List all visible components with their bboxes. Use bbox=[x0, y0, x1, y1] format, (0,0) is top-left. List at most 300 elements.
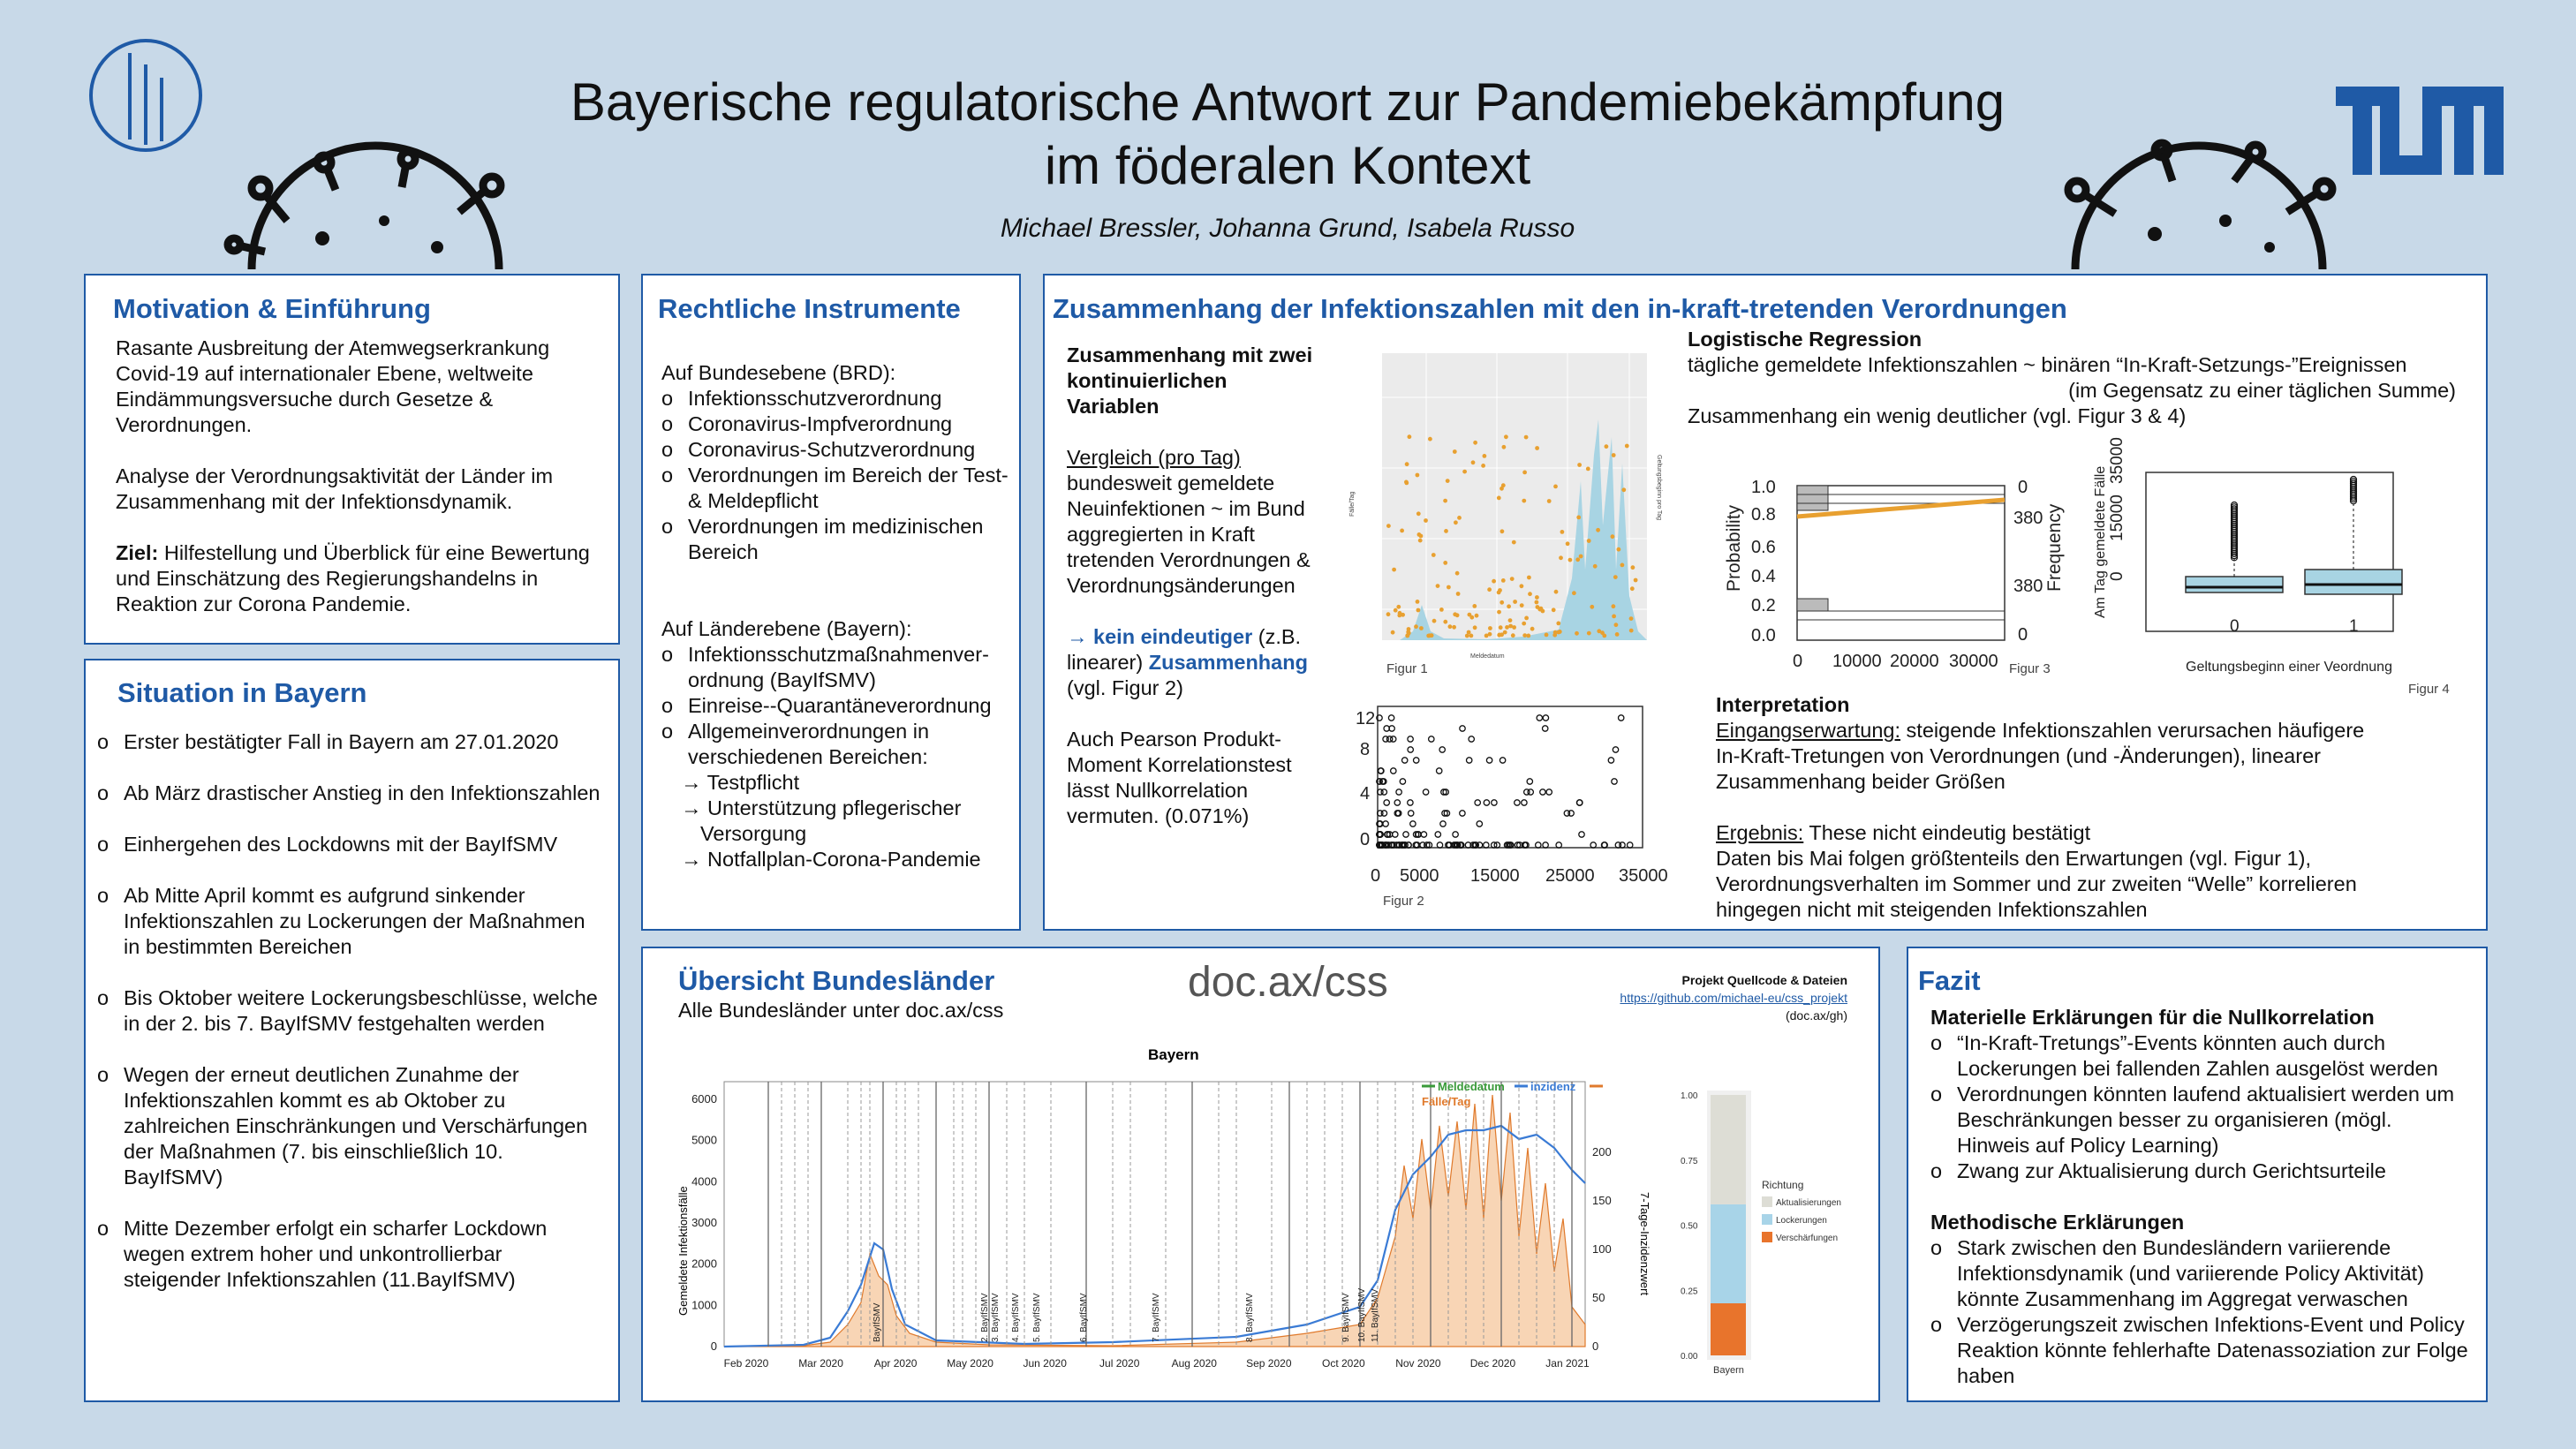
fig2-point bbox=[1400, 779, 1405, 784]
y-tick-label: 1000 bbox=[691, 1298, 717, 1312]
svg-text:0: 0 bbox=[1360, 830, 1371, 849]
fig1-point bbox=[1634, 578, 1638, 583]
fig1-point bbox=[1444, 529, 1448, 533]
fig2-point bbox=[1492, 800, 1497, 805]
fig2-point bbox=[1381, 811, 1386, 816]
svg-text:15000: 15000 bbox=[2108, 494, 2127, 541]
fig4-ylabel: Am Tag gemeldete Fälle bbox=[2093, 465, 2108, 618]
fig1-point bbox=[1469, 634, 1474, 638]
fig1-point bbox=[1436, 584, 1440, 588]
fig2-point bbox=[1410, 821, 1416, 826]
virus-icon-top-right bbox=[2137, 146, 2146, 155]
vgl2-text: (vgl. Figur 2) bbox=[1067, 676, 1183, 699]
fig1-point bbox=[1530, 627, 1535, 631]
svg-text:1: 1 bbox=[2349, 617, 2359, 636]
fig1-point bbox=[1590, 605, 1594, 609]
figure-2-chart bbox=[1325, 702, 1668, 914]
y2-tick-label: 150 bbox=[1592, 1194, 1612, 1207]
fig1-point bbox=[1593, 564, 1598, 569]
fig2-point bbox=[1435, 832, 1440, 837]
fig2-point bbox=[1453, 832, 1458, 837]
fig1-point bbox=[1419, 534, 1424, 539]
x-tick-label: Jan 2021 bbox=[1545, 1357, 1590, 1370]
svg-text:0: 0 bbox=[2018, 625, 2028, 645]
y-tick-label: 0 bbox=[710, 1340, 717, 1353]
fig2-point bbox=[1577, 800, 1583, 805]
fig2-point bbox=[1408, 736, 1413, 742]
title-line-2: im föderalen Kontext bbox=[1044, 136, 1531, 195]
motivation-p1: Rasante Ausbreitung der Atemwegserkrankung Covid-19 auf internationaler Ebene, weltweite Eindämmungsversuche durch Gesetze & Verordnungen. bbox=[116, 336, 550, 436]
fig1-point bbox=[1500, 487, 1504, 491]
vergleich-text: bundesweit gemeldete Neuinfektionen ~ im Bund aggregierten in Kraft tretenden Verordnungen & Verordnungsänderungen bbox=[1067, 472, 1311, 597]
fig2-point bbox=[1421, 832, 1426, 837]
uebersicht-subtitle: Alle Bundesländer unter doc.ax/css bbox=[678, 999, 1004, 1022]
fig2-point bbox=[1403, 832, 1409, 837]
eingang-label: Eingangserwartung: bbox=[1716, 719, 1901, 742]
fig2-point bbox=[1467, 758, 1472, 763]
y2-tick-label: 200 bbox=[1592, 1145, 1612, 1158]
ergebnis-label: Ergebnis: bbox=[1716, 821, 1804, 844]
stack-tick: 0.25 bbox=[1681, 1287, 1698, 1297]
fig2-point bbox=[1393, 832, 1398, 837]
motivation-p2: Analyse der Verordnungsaktivität der Länder im Zusammenhang mit der Infektionsdynamik. bbox=[116, 464, 554, 513]
fig1-point bbox=[1407, 631, 1411, 636]
fig1-point bbox=[1625, 444, 1629, 449]
fig2-point bbox=[1460, 811, 1465, 816]
arrow-glyph: → bbox=[1067, 625, 1088, 648]
x-tick-label: Jul 2020 bbox=[1099, 1357, 1140, 1370]
fig1-point bbox=[1602, 634, 1606, 638]
fig1-point bbox=[1572, 591, 1576, 595]
bund-item: o Verordnungen im medizinischen Bereich bbox=[661, 514, 1010, 565]
fig2-point bbox=[1540, 789, 1545, 795]
pearson-text: Auch Pearson Produkt-Moment Korrelationstest lässt Nullkorrelation vermuten. (0.071%) bbox=[1067, 728, 1292, 827]
fig2-point bbox=[1500, 758, 1505, 763]
bund-item: o Infektionsschutzverordnung bbox=[661, 386, 1010, 411]
fig1-point bbox=[1500, 529, 1505, 533]
fig2-point bbox=[1608, 758, 1613, 763]
fig4-caption: Figur 4 bbox=[2408, 682, 2450, 697]
land-heading: Auf Länderebene (Bayern): bbox=[661, 617, 912, 640]
fig2-point bbox=[1391, 768, 1396, 774]
stack-legend-swatch bbox=[1762, 1214, 1772, 1225]
fig1-point bbox=[1596, 528, 1600, 532]
fig1-point bbox=[1432, 619, 1437, 623]
zusammenhang-title: Zusammenhang der Infektionszahlen mit den in-kraft-tretenden Verordnungen bbox=[1053, 293, 2067, 324]
zb-text: (z.B. linearer) bbox=[1067, 625, 1302, 674]
fig1-point bbox=[1552, 608, 1556, 612]
vline-label: 11. BayIfSMV bbox=[1371, 1288, 1380, 1342]
fig1-point bbox=[1418, 539, 1423, 543]
fig1-point bbox=[1453, 449, 1457, 454]
fig1-point bbox=[1467, 630, 1471, 635]
fig1-point bbox=[1631, 565, 1635, 570]
figure-4-chart bbox=[2089, 437, 2464, 702]
stack-segment-lockerungen bbox=[1711, 1204, 1746, 1303]
fig2-point bbox=[1484, 800, 1489, 805]
ergebnis bbox=[1716, 820, 2369, 846]
fig1-point bbox=[1443, 561, 1447, 565]
bund-heading: Auf Bundesebene (BRD): bbox=[661, 361, 896, 384]
bund-item: o Coronavirus-Impfverordnung bbox=[661, 411, 1010, 437]
svg-text:4: 4 bbox=[1360, 784, 1371, 804]
svg-text:20000: 20000 bbox=[1890, 652, 1939, 671]
stack-tick: 0.50 bbox=[1681, 1221, 1698, 1232]
bayern-ylabel: Gemeldete Infektionsfälle bbox=[676, 1186, 690, 1316]
fig1-point bbox=[1481, 464, 1485, 468]
fig1-point bbox=[1559, 555, 1563, 560]
svg-text:0.2: 0.2 bbox=[1751, 596, 1776, 615]
vergleich-label: Vergleich (pro Tag) bbox=[1067, 446, 1241, 469]
fig2-point bbox=[1469, 736, 1474, 742]
fig1-point bbox=[1621, 487, 1626, 492]
fig2-point bbox=[1477, 821, 1482, 826]
fig1-point bbox=[1579, 555, 1583, 559]
fig1-point bbox=[1566, 541, 1570, 546]
svg-text:35000: 35000 bbox=[1619, 866, 1668, 886]
fig2-point bbox=[1537, 715, 1542, 721]
situation-item: o Bis Oktober weitere Lockerungsbeschlüsse, welche in der 2. bis 7. BayIfSMV festgehalten werden bbox=[97, 985, 601, 1037]
fig1-point bbox=[1416, 511, 1421, 516]
interp-heading: Interpretation bbox=[1716, 693, 1850, 716]
fig3-caption: Figur 3 bbox=[2009, 661, 2051, 676]
fig3-ylabel2: Frequency bbox=[2044, 503, 2065, 592]
svg-text:12: 12 bbox=[1356, 709, 1376, 728]
stack-legend-swatch bbox=[1762, 1232, 1772, 1242]
fig1-point bbox=[1614, 623, 1619, 627]
fig1-point bbox=[1472, 604, 1477, 608]
fazit-item: o Verzögerungszeit zwischen Infektions-Event und Policy Reaktion könnte fehlerhafte Datenassoziation zur Folge haben bbox=[1930, 1312, 2469, 1389]
fig2-point bbox=[1564, 811, 1569, 816]
fig1-point bbox=[1492, 579, 1496, 584]
fig2-point bbox=[1384, 800, 1389, 805]
fig1-point bbox=[1471, 460, 1476, 464]
fig2-point bbox=[1437, 842, 1442, 848]
fig1-point bbox=[1605, 444, 1609, 449]
fig1-point bbox=[1456, 592, 1461, 596]
fig1-point bbox=[1426, 634, 1431, 638]
fig2-point bbox=[1423, 789, 1428, 795]
vline-label: 7. BayIfSMV bbox=[1152, 1293, 1161, 1342]
fig2-point bbox=[1383, 821, 1388, 826]
y2-tick-label: 100 bbox=[1592, 1242, 1612, 1256]
fig2-point bbox=[1460, 726, 1465, 731]
fig1-point bbox=[1397, 614, 1401, 618]
legend-melde: Meldedatum bbox=[1438, 1080, 1505, 1093]
doc-link[interactable]: doc.ax/css bbox=[1188, 959, 1388, 1006]
fig1-point bbox=[1620, 563, 1625, 568]
fig1-point bbox=[1416, 600, 1420, 604]
svg-text:8: 8 bbox=[1360, 740, 1371, 759]
stack-legend-label: Verschärfungen bbox=[1776, 1234, 1839, 1243]
svg-text:25000: 25000 bbox=[1545, 866, 1595, 886]
fig1-point bbox=[1612, 453, 1616, 457]
bayern-chart-title: Bayern bbox=[1148, 1046, 1199, 1063]
x-tick-label: May 2020 bbox=[947, 1357, 993, 1370]
vline-label: BayIfSMV bbox=[873, 1302, 882, 1342]
x-tick-label: Feb 2020 bbox=[723, 1357, 769, 1370]
fig1-point bbox=[1522, 471, 1527, 475]
arrow-item: → Testpflicht bbox=[681, 771, 800, 794]
fig2-point bbox=[1394, 800, 1400, 805]
svg-text:380: 380 bbox=[2013, 577, 2043, 596]
x-tick-label: Jun 2020 bbox=[1023, 1357, 1067, 1370]
fig1-point bbox=[1541, 609, 1545, 614]
fazit-h2: Methodische Erklärungen bbox=[1930, 1211, 2185, 1234]
bayern-chart bbox=[671, 1042, 1660, 1395]
fig1-point bbox=[1475, 614, 1479, 618]
fig1-point bbox=[1547, 499, 1552, 503]
stack-legend-swatch bbox=[1762, 1196, 1772, 1207]
title-line-1: Bayerische regulatorische Antwort zur Pandemiebekämpfung bbox=[570, 72, 2006, 132]
fig2-point bbox=[1543, 715, 1548, 721]
log-line-3: Zusammenhang ein wenig deutlicher (vgl. Figur 3 & 4) bbox=[1688, 404, 2187, 427]
y-tick-label: 6000 bbox=[691, 1092, 717, 1106]
kein-text: kein eindeutiger bbox=[1093, 625, 1253, 648]
svg-text:1.0: 1.0 bbox=[1751, 478, 1776, 497]
fig1-point bbox=[1386, 612, 1391, 616]
fig1-point bbox=[1524, 435, 1529, 440]
stacked-bar-chart bbox=[1673, 1068, 1877, 1391]
fig1-point bbox=[1424, 518, 1428, 523]
arrow-item: → Notfallplan-Corona-Pandemie bbox=[681, 848, 981, 871]
fig1-point bbox=[1416, 608, 1421, 613]
fig1-point bbox=[1455, 613, 1460, 617]
fig1-point bbox=[1443, 620, 1447, 624]
fig1-point bbox=[1522, 622, 1526, 626]
rechtlich-title: Rechtliche Instrumente bbox=[658, 293, 961, 324]
fig4-xlabel: Geltungsbeginn einer Veordnung bbox=[2186, 660, 2392, 675]
stack-legend-title: Richtung bbox=[1762, 1179, 1804, 1191]
y2-tick-label: 50 bbox=[1592, 1291, 1605, 1304]
project-source bbox=[1563, 971, 1847, 1024]
fig2-point bbox=[1402, 758, 1408, 763]
fig1-point bbox=[1483, 454, 1487, 458]
eingang-text: steigende Infektionszahlen verursachen häufigere In-Kraft-Tretungen von Verordnungen (und -Änderungen), linearer Zusammenhang beider Größen bbox=[1716, 719, 2365, 793]
motivation-p3 bbox=[116, 540, 610, 617]
fig1-point bbox=[1512, 540, 1516, 545]
fig1-point bbox=[1443, 499, 1447, 503]
fig1-point bbox=[1499, 625, 1503, 630]
kein-zusammenhang bbox=[1067, 624, 1323, 701]
vline-label: 5. BayIfSMV bbox=[1032, 1293, 1042, 1342]
fig2-point bbox=[1386, 736, 1392, 742]
fazit-item: o Verordnungen könnten laufend aktualisiert werden um Beschränkungen besser zu organisieren (mögl. Hinweis auf Policy Learning) bbox=[1930, 1082, 2469, 1158]
bayern-ylabel2: 7-Tage-Inzidenzwert bbox=[1638, 1192, 1651, 1296]
fig1-point bbox=[1508, 624, 1513, 629]
fig1-point bbox=[1597, 629, 1601, 633]
fig2-point bbox=[1429, 736, 1434, 742]
y-tick-label: 4000 bbox=[691, 1174, 717, 1189]
vline-label: 4. BayIfSMV bbox=[1011, 1293, 1021, 1342]
fig1-point bbox=[1630, 586, 1635, 591]
fig1-point bbox=[1497, 591, 1501, 595]
fig1-point bbox=[1615, 632, 1620, 637]
motivation-text bbox=[116, 336, 610, 617]
svg-text:0.6: 0.6 bbox=[1751, 538, 1776, 557]
svg-text:5000: 5000 bbox=[1400, 866, 1439, 886]
fazit-text bbox=[1930, 1005, 2469, 1389]
authors: Michael Bressler, Johanna Grund, Isabela Russo bbox=[1000, 214, 1575, 243]
x-tick-label: Apr 2020 bbox=[873, 1357, 918, 1370]
fig2-point bbox=[1515, 800, 1520, 805]
fig1-point bbox=[1612, 604, 1616, 608]
fig1-point bbox=[1408, 434, 1412, 439]
stack-legend-label: Lockerungen bbox=[1776, 1216, 1827, 1226]
fig1-point bbox=[1428, 437, 1432, 441]
fig1-point bbox=[1535, 446, 1539, 450]
fig1-point bbox=[1511, 633, 1515, 638]
fig2-point bbox=[1543, 726, 1548, 731]
fig1-point bbox=[1553, 485, 1558, 489]
vline-label: 9. BayIfSMV bbox=[1341, 1293, 1351, 1342]
fig1-point bbox=[1446, 479, 1450, 483]
vline-label: 6. BayIfSMV bbox=[1079, 1293, 1089, 1342]
fig1-point bbox=[1527, 576, 1531, 580]
fig2-point bbox=[1388, 715, 1394, 721]
fig2-point bbox=[1543, 842, 1548, 848]
situation-list bbox=[97, 729, 601, 1293]
fig1-point bbox=[1416, 473, 1420, 478]
fig1-point bbox=[1497, 610, 1501, 615]
fig1-point bbox=[1462, 470, 1467, 474]
fig1-point bbox=[1545, 633, 1549, 638]
fig1-point bbox=[1617, 547, 1621, 552]
fig2-point bbox=[1414, 758, 1419, 763]
stack-tick: 0.00 bbox=[1681, 1352, 1698, 1362]
fig1-point bbox=[1469, 615, 1474, 620]
vline-label: 10. BayIfSMV bbox=[1357, 1287, 1367, 1342]
fig1-point bbox=[1629, 629, 1634, 633]
fig1-point bbox=[1448, 624, 1453, 629]
interpretation-text bbox=[1716, 692, 2369, 923]
fig1-point bbox=[1405, 462, 1409, 466]
fig1-point bbox=[1439, 608, 1444, 612]
situation-item: o Ab März drastischer Anstieg in den Infektionszahlen bbox=[97, 781, 601, 806]
fig2-point bbox=[1439, 747, 1445, 752]
fig2-point bbox=[1536, 842, 1541, 848]
fazit-item: o “In-Kraft-Tretungs”-Events könnten auch durch Lockerungen bei fallenden Zahlen ausgelöst werden bbox=[1930, 1030, 2469, 1082]
fig1-point bbox=[1454, 520, 1458, 525]
fig1-point bbox=[1505, 625, 1509, 630]
fig2-point bbox=[1409, 811, 1414, 816]
log-line-1: tägliche gemeldete Infektionszahlen ~ binären “In-Kraft-Setzungs-”Ereignissen bbox=[1688, 353, 2407, 376]
project-short[interactable]: (doc.ax/gh) bbox=[1785, 1008, 1847, 1023]
situation-item: o Ab Mitte April kommt es aufgrund sinkender Infektionszahlen zu Lockerungen der Maßnahmen in bestimmten Bereichen bbox=[97, 883, 601, 960]
fig1-point bbox=[1447, 585, 1451, 590]
x-tick-label: Nov 2020 bbox=[1395, 1357, 1441, 1370]
svg-text:380: 380 bbox=[2013, 509, 2043, 528]
fig1-point bbox=[1522, 499, 1526, 503]
svg-text:0: 0 bbox=[2018, 478, 2028, 497]
fig2-point bbox=[1408, 747, 1413, 752]
fig1-point bbox=[1522, 633, 1527, 638]
fig1-point bbox=[1575, 631, 1579, 636]
stack-legend-label: Aktualisierungen bbox=[1776, 1198, 1841, 1208]
fig1-point bbox=[1400, 529, 1404, 533]
fig1-point bbox=[1560, 530, 1565, 534]
situation-item: o Einhergehen des Lockdowns mit der BayIfSMV bbox=[97, 832, 601, 857]
figure-3-chart bbox=[1718, 468, 2071, 684]
vline-label: 2. BayIfSMV bbox=[980, 1293, 990, 1342]
zusammenhang-left-text bbox=[1067, 343, 1323, 829]
project-url[interactable]: https://github.com/michael-eu/css_projekt bbox=[1620, 991, 1847, 1005]
fig1-ylabel2: Geltungsbeginn pro Tag bbox=[1656, 455, 1662, 521]
stack-tick: 0.75 bbox=[1681, 1156, 1698, 1166]
fig2-point bbox=[1612, 779, 1617, 784]
fig1-point bbox=[1455, 571, 1460, 576]
fig2-point bbox=[1524, 789, 1530, 795]
situation-item: o Erster bestätigter Fall in Bayern am 27.01.2020 bbox=[97, 729, 601, 755]
uebersicht-title: Übersicht Bundesländer bbox=[678, 965, 995, 996]
fig1-point bbox=[1394, 608, 1398, 613]
fig1-point bbox=[1452, 625, 1456, 630]
fig1-point bbox=[1535, 595, 1539, 600]
y-tick-label: 5000 bbox=[691, 1133, 717, 1147]
fig1-point bbox=[1577, 463, 1582, 467]
fig1-point bbox=[1504, 434, 1508, 439]
poster-title bbox=[442, 71, 2134, 198]
fig1-point bbox=[1554, 590, 1559, 594]
x-tick-label: Dec 2020 bbox=[1469, 1357, 1516, 1370]
svg-text:35000: 35000 bbox=[2108, 437, 2127, 484]
fig1-point bbox=[1576, 516, 1581, 520]
fig2-point bbox=[1522, 800, 1527, 805]
fig1-point bbox=[1629, 616, 1634, 621]
fig1-point bbox=[1407, 627, 1411, 631]
arrow-item: → Unterstützung pflegerischer Versorgung bbox=[681, 796, 962, 845]
svg-text:10000: 10000 bbox=[1832, 652, 1882, 671]
bund-item: o Verordnungen im Bereich der Test- & Meldepflicht bbox=[661, 463, 1010, 514]
fig1-point bbox=[1587, 631, 1591, 636]
fig1-point bbox=[1520, 603, 1524, 608]
svg-text:0.8: 0.8 bbox=[1751, 505, 1776, 525]
stack-segment-aktualisierungen bbox=[1711, 1095, 1746, 1204]
svg-text:0: 0 bbox=[1793, 652, 1803, 671]
fig2-point bbox=[1440, 821, 1446, 826]
ziel-label: Ziel: bbox=[116, 541, 159, 564]
fig1-point bbox=[1558, 630, 1562, 634]
fig2-point bbox=[1437, 768, 1442, 774]
log-line-2: (im Gegensatz zu einer täglichen Summe) bbox=[2068, 379, 2456, 402]
fig1-caption: Figur 1 bbox=[1386, 661, 1428, 676]
fig1-point bbox=[1556, 622, 1560, 626]
vline-label: 3. BayIfSMV bbox=[991, 1293, 1001, 1342]
fig1-point bbox=[1524, 616, 1529, 621]
fig1-point bbox=[1457, 516, 1462, 520]
situation-item: o Wegen der erneut deutlichen Zunahme der Infektionszahlen kommt es ab Oktober zu zahlreichen Einschränkungen und Verschärfungen der Maßnahmen (7. bis einschließlich 10. BayIfSMV) bbox=[97, 1062, 601, 1190]
zh-text: Zusammenhang bbox=[1148, 651, 1308, 674]
log-heading: Logistische Regression bbox=[1688, 328, 1923, 351]
fig1-point bbox=[1497, 496, 1501, 501]
fig2-point bbox=[1579, 832, 1584, 837]
fig1-point bbox=[1396, 605, 1401, 609]
fig2-point bbox=[1615, 842, 1620, 848]
fig1-point bbox=[1391, 630, 1395, 635]
x-tick-label: Sep 2020 bbox=[1246, 1357, 1292, 1370]
fig1-point bbox=[1587, 539, 1591, 543]
y-tick-label: 2000 bbox=[691, 1257, 717, 1271]
ziel-text: Hilfestellung und Überblick für eine Bewertung und Einschätzung des Regierungshandelns in Reaktion zur Corona Pandemie. bbox=[116, 541, 590, 615]
svg-text:15000: 15000 bbox=[1470, 866, 1520, 886]
fig2-point bbox=[1475, 800, 1480, 805]
x-tick-label: Aug 2020 bbox=[1171, 1357, 1217, 1370]
svg-text:0: 0 bbox=[2230, 617, 2240, 636]
svg-text:0: 0 bbox=[2108, 571, 2127, 581]
fig1-point bbox=[1386, 524, 1391, 528]
fig1-point bbox=[1473, 625, 1477, 630]
fig2-point bbox=[1628, 842, 1633, 848]
